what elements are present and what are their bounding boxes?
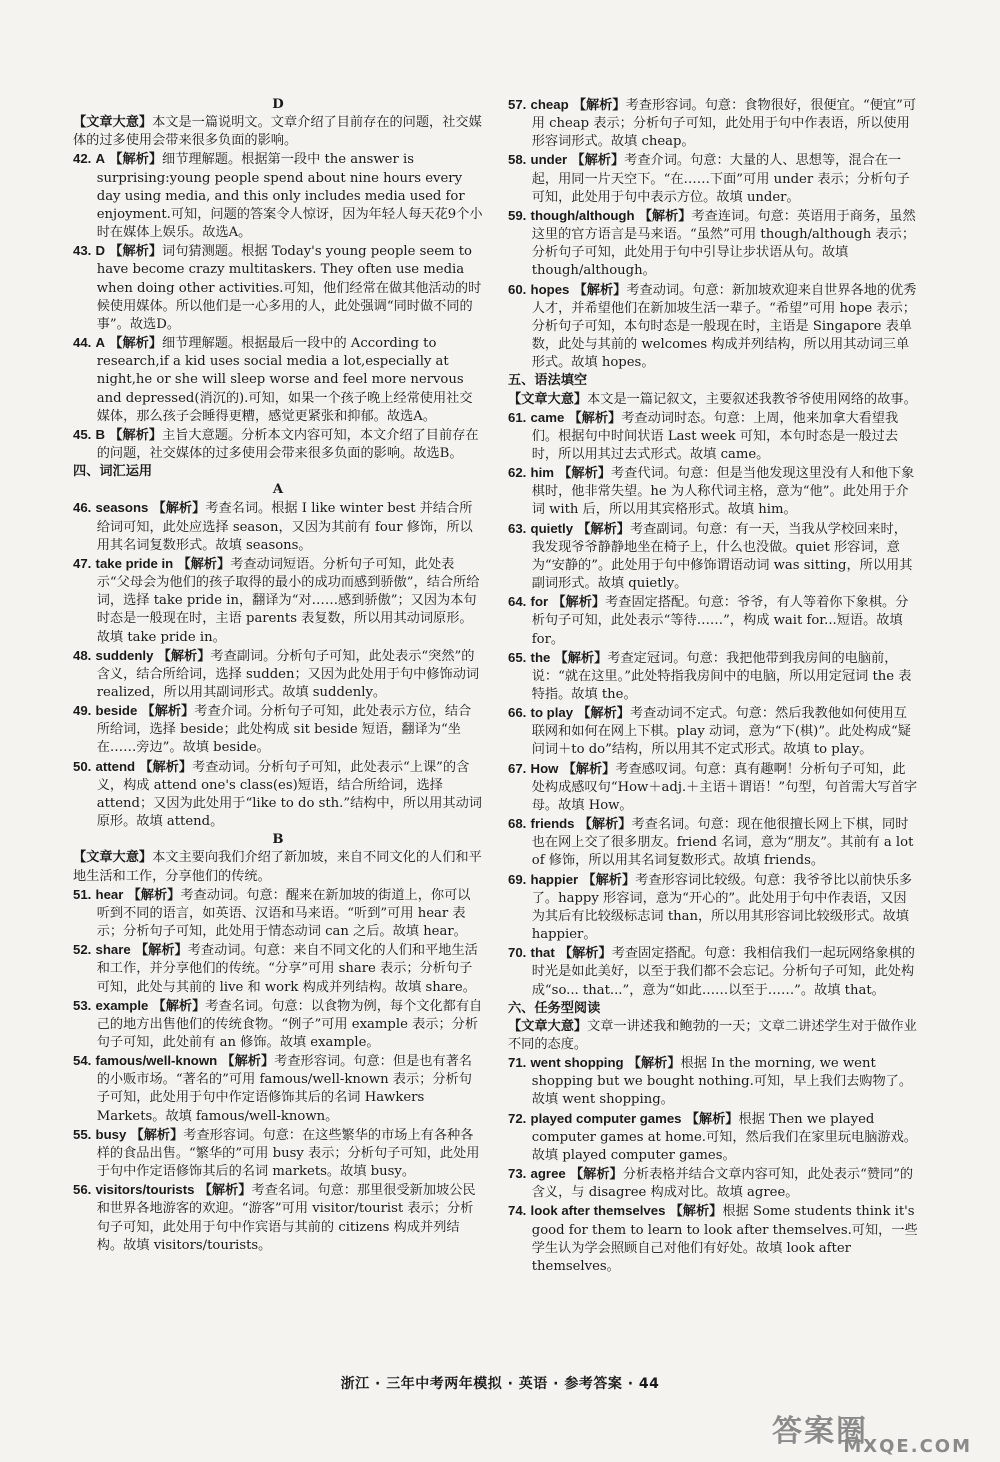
answer-lead bbox=[73, 428, 105, 443]
answer-entry bbox=[73, 242, 483, 334]
answer-lead bbox=[508, 1056, 624, 1071]
question-number: 58. bbox=[508, 152, 527, 168]
analysis-tag: 【解析】 bbox=[109, 152, 163, 168]
analysis-tag: 【解析】 bbox=[109, 336, 163, 352]
answer-value: look after themselves bbox=[530, 1203, 666, 1219]
answer-lead bbox=[508, 1167, 566, 1182]
analysis-text: 考查形容词。句意：但是也有著名的小贩市场。“著名的”可用 famous/well-known 表示；分析句子可知，此处用于句中作定语修饰其后的名词 Hawkers Markets。故填 famous/well-known。 bbox=[96, 1054, 472, 1124]
answers-51-56 bbox=[73, 886, 483, 1255]
analysis-tag: 【解析】 bbox=[573, 282, 627, 298]
analysis-text: 考查形容词比较级。句意：我爷爷比以前快乐多了。happy 形容词，意为“开心的”。此处用于句中作表语，又因为其后有比较级标志词 than，所以用其形容词比较级形式。故填 happier。 bbox=[531, 872, 913, 943]
answer-lead bbox=[73, 336, 105, 351]
question-number: 51. bbox=[73, 886, 92, 902]
analysis-tag: 【解析】 bbox=[685, 1111, 739, 1127]
answer-value: take pride in bbox=[95, 555, 174, 571]
analysis-text: 主旨大意题。分析本文内容可知，本文介绍了目前存在的问题，社交媒体的过多使用会带来很多负面的影响。故选B。 bbox=[96, 427, 479, 461]
answer-value: the bbox=[530, 649, 551, 665]
analysis-text: 考查定冠词。句意：我把他带到我房间的电脑前，说：“就在这里。”此处特指我房间中的电脑，所以用定冠词 the 表特指。故填 the。 bbox=[531, 650, 912, 702]
analysis-tag: 【解析】 bbox=[109, 427, 163, 443]
article-summary-5: 【文章大意】本文是一篇记叙文，主要叙述我教爷爷使用网络的故事。 bbox=[508, 391, 917, 407]
answer-lead bbox=[73, 501, 148, 516]
answer-lead bbox=[508, 706, 573, 721]
answer-lead bbox=[73, 888, 123, 903]
question-number: 43. bbox=[73, 243, 92, 259]
analysis-tag: 【解析】 bbox=[141, 704, 195, 720]
analysis-text: 考查动词短语。分析句子可知，此处表示“父母会为他们的孩子取得的最小的成功而感到骄傲”，结合所给词，选择 take pride in，翻译为“对……感到骄傲”；又因为本句时态是一般现在时，主语 parents 表复数，所以用其动词原形。故填 take pride in。 bbox=[96, 556, 480, 645]
answer-entry bbox=[508, 1202, 918, 1276]
analysis-tag: 【解析】 bbox=[177, 556, 231, 572]
answer-lead bbox=[508, 651, 550, 666]
question-number: 55. bbox=[73, 1126, 92, 1142]
analysis-tag: 【解析】 bbox=[152, 998, 206, 1014]
answer-value: A bbox=[95, 335, 106, 351]
article-summary-b: 【文章大意】本文主要向我们介绍了新加坡，来自不同文化的人们和平地生活和工作，分享他们的传统。 bbox=[73, 850, 482, 884]
answers-42-45 bbox=[73, 150, 483, 463]
answer-lead bbox=[508, 283, 569, 298]
answer-value: happier bbox=[530, 871, 579, 887]
section-d-title: D bbox=[272, 97, 284, 112]
answer-entry bbox=[73, 647, 483, 702]
answer-lead bbox=[73, 557, 173, 572]
analysis-text: 考查名词。根据 I like winter best 并结合所给词可知，此处应选择 season，又因为其前有 four 修饰，所以用其名词复数形式。故填 seasons。 bbox=[96, 501, 473, 553]
analysis-text: 考查动词不定式。句意：然后我教他如何使用互联网和如何在网上下棋。play 动词，意为“下(棋)”。此处构成“疑问词＋to do”结构，所以用其不定式形式。故填 to play。 bbox=[531, 706, 911, 758]
question-number: 65. bbox=[508, 649, 527, 665]
question-number: 52. bbox=[73, 942, 92, 958]
answer-lead bbox=[73, 704, 137, 719]
answer-value: played computer games bbox=[530, 1110, 682, 1126]
question-number: 66. bbox=[508, 705, 527, 721]
answer-entry bbox=[73, 499, 483, 554]
question-number: 67. bbox=[508, 760, 527, 776]
analysis-text: 考查固定搭配。句意：我相信我们一起玩网络象棋的时光是如此美好，以至于我们都不会忘记。分析句子可知，此处构成“so... that...”，意为“如此……以至于……”。故填 that。 bbox=[531, 946, 915, 998]
site-watermark bbox=[772, 1406, 972, 1458]
answer-entry bbox=[508, 464, 918, 519]
analysis-text: 词句猜测题。根据 Today's young people seem to have become crazy multitaskers. They often use media when doing other activities.可知，他们经常在做其他活动的时候使用媒体。所以他们是一心多用的人，此处强调“同时做不同的事”。故选D。 bbox=[96, 244, 482, 332]
analysis-tag: 【解析】 bbox=[582, 872, 636, 888]
analysis-tag: 【解析】 bbox=[554, 650, 608, 666]
answer-value: friends bbox=[530, 816, 575, 832]
answer-value: hopes bbox=[530, 281, 570, 297]
answer-entry bbox=[508, 520, 918, 594]
answer-lead bbox=[508, 762, 558, 777]
answer-value: busy bbox=[95, 1126, 127, 1142]
analysis-text: 考查动词。句意：来自不同文化的人们和平地生活和工作，并分享他们的传统。“分享”可用 share 表示；分析句子可知，此处与其前的 live 和 work 构成并列结构。故填 share。 bbox=[96, 943, 478, 995]
question-number: 50. bbox=[73, 758, 92, 774]
analysis-tag: 【解析】 bbox=[139, 759, 193, 775]
analysis-text: 考查固定搭配。句意：爷爷，有人等着你下象棋。分析句子可知，此处表示“等待……”，构成 wait for...短语。故填 for。 bbox=[531, 595, 909, 647]
question-number: 54. bbox=[73, 1053, 92, 1069]
answer-value: seasons bbox=[95, 500, 149, 516]
answer-entry bbox=[508, 151, 918, 206]
analysis-text: 考查动词。句意：新加坡欢迎来自世界各地的优秀人才，并希望他们在新加坡生活一辈子。“希望”可用 hope 表示；分析句子可知，本句时态是一般现在时，主语是 Singapore 表单数，此处与其前的 welcomes 构成并列结构，所以用其动词三单形式。故填 hopes。 bbox=[531, 282, 917, 371]
answer-value: How bbox=[530, 760, 559, 776]
question-number: 60. bbox=[508, 281, 527, 297]
answer-entry bbox=[73, 941, 483, 996]
answer-lead bbox=[508, 946, 555, 961]
answer-value: example bbox=[95, 997, 149, 1013]
analysis-tag: 【解析】 bbox=[109, 244, 163, 260]
question-number: 57. bbox=[508, 97, 527, 112]
analysis-text: 考查动词。句意：醒来在新加坡的街道上，你可以听到不同的语言，如英语、汉语和马来语。“听到”可用 hear 表示；分析句子可知，此处用于情态动词 can 之后。故填 hear。 bbox=[96, 887, 471, 940]
analysis-text: 根据 In the morning, we went shopping but we bought nothing.可知，早上我们去购物了。故填 went shopping。 bbox=[531, 1056, 913, 1108]
question-number: 59. bbox=[508, 207, 527, 223]
answer-entry bbox=[73, 997, 483, 1052]
analysis-text: 考查副词。分析句子可知，此处表示“突然”的含义，结合所给词，选择 sudden；又因为此处用于句中修饰动词 realized，所以用其副词形式。故填 suddenly。 bbox=[96, 648, 480, 700]
answer-value: hear bbox=[95, 886, 124, 902]
answer-entry bbox=[73, 702, 483, 757]
answer-value: that bbox=[530, 945, 555, 961]
analysis-text: 考查代词。句意：但是当他发现这里没有人和他下象棋时，他非常失望。he 为人称代词主格，意为“他”。此处用于介词 with 后，所以用其宾格形式。故填 him。 bbox=[531, 466, 915, 518]
answer-value: went shopping bbox=[530, 1055, 624, 1071]
answer-entry bbox=[508, 96, 918, 151]
answers-61-70 bbox=[508, 409, 918, 1000]
page-footer: 浙江 · 三年中考两年模拟 · 英语 · 参考答案 · 44 bbox=[340, 1376, 660, 1392]
analysis-text: 考查副词。句意：有一天，当我从学校回来时，我发现爷爷静静地坐在椅子上，什么也没做。quiet 形容词，意为“安静的”。此处用于句中修饰谓语动词 was sitting，所以用其副词形式。故填 quietly。 bbox=[531, 521, 913, 592]
analysis-text: 考查形容词。句意：在这些繁华的市场上有各种各样的食品出售。“繁华的”可用 busy 表示；分析句子可知，此处用于句中作定语修饰其后的名词 markets。故填 busy。 bbox=[96, 1127, 480, 1180]
answer-value: came bbox=[530, 409, 565, 425]
answer-entry bbox=[508, 704, 918, 759]
analysis-text: 根据 Then we played computer games at home.可知，然后我们在家里玩电脑游戏。故填 played computer games。 bbox=[531, 1111, 917, 1163]
analysis-tag: 【解析】 bbox=[638, 208, 692, 224]
right-column bbox=[508, 96, 918, 1276]
analysis-tag: 【解析】 bbox=[157, 648, 211, 664]
question-number: 63. bbox=[508, 520, 527, 536]
question-number: 53. bbox=[73, 997, 92, 1013]
analysis-text: 根据 Some students think it's good for them to learn to look after themselves.可知，一些学生认为学会照顾自己对他们有好处。故填 look after themselves。 bbox=[531, 1204, 918, 1274]
answer-entry bbox=[73, 334, 483, 426]
answer-lead bbox=[508, 873, 578, 888]
question-number: 61. bbox=[508, 409, 527, 425]
question-number: 64. bbox=[508, 594, 527, 610]
analysis-tag: 【解析】 bbox=[577, 521, 630, 537]
summary-tag: 【文章大意】 bbox=[73, 115, 153, 131]
answer-value: famous/well-known bbox=[95, 1053, 218, 1069]
analysis-text: 考查介词。分析句子可知，此处表示方位，结合所给词，选择 beside；此处构成 sit beside 短语，翻译为“坐在……旁边”。故填 beside。 bbox=[96, 704, 472, 756]
analysis-text: 考查感叹词。句意：真有趣啊！分析句子可知，此处构成感叹句“How＋adj.＋主语＋谓语！”句型，句首需大写首字母。故填 How。 bbox=[531, 761, 918, 813]
answer-lead bbox=[73, 1183, 194, 1198]
answer-lead bbox=[73, 943, 131, 958]
analysis-tag: 【解析】 bbox=[571, 153, 625, 169]
analysis-tag: 【解析】 bbox=[134, 943, 188, 959]
answer-entry bbox=[73, 758, 483, 832]
answer-value: attend bbox=[95, 758, 136, 774]
question-number: 73. bbox=[508, 1166, 527, 1182]
answer-value: suddenly bbox=[95, 647, 154, 663]
answer-value: though/although bbox=[530, 207, 635, 223]
question-number: 68. bbox=[508, 816, 527, 832]
answer-value: visitors/tourists bbox=[95, 1182, 195, 1198]
answer-value: under bbox=[530, 152, 568, 168]
answer-lead bbox=[508, 1204, 665, 1219]
question-number: 69. bbox=[508, 871, 527, 887]
question-number: 44. bbox=[73, 335, 92, 351]
analysis-text: 考查形容词。句意：食物很好，很便宜。“便宜”可用 cheap 表示；分析句子可知，此处用于句中作表语，所以使用形容词形式。故填 cheap。 bbox=[531, 98, 917, 150]
answer-lead bbox=[73, 999, 148, 1014]
analysis-text: 考查动词。分析句子可知，此处表示“上课”的含义，构成 attend one's class(es)短语，结合所给词，选择 attend；又因为此处用于“like to do sth.”结构中，所以用其动词原形。故填 attend。 bbox=[96, 759, 482, 830]
section-4a-title: A bbox=[272, 482, 284, 498]
answer-lead bbox=[508, 1112, 682, 1127]
analysis-tag: 【解析】 bbox=[562, 761, 616, 777]
answer-entry bbox=[508, 815, 918, 870]
question-number: 62. bbox=[508, 465, 527, 481]
analysis-tag: 【解析】 bbox=[558, 946, 612, 962]
answer-entry bbox=[73, 1052, 483, 1126]
answer-lead bbox=[508, 595, 548, 610]
answer-value: cheap bbox=[530, 97, 569, 112]
question-number: 48. bbox=[73, 647, 92, 663]
answer-lead bbox=[73, 244, 105, 259]
question-number: 47. bbox=[73, 555, 92, 571]
left-column bbox=[73, 96, 483, 1255]
analysis-tag: 【解析】 bbox=[221, 1054, 275, 1070]
answer-entry bbox=[73, 555, 483, 647]
article-summary-d: 【文章大意】本文是一篇说明文。文章介绍了目前存在的问题，社交媒体的过多使用会带来很多负面的影响。 bbox=[73, 115, 482, 149]
article-summary-6: 【文章大意】文章一讲述我和鲍勃的一天；文章二讲述学生对于做作业不同的态度。 bbox=[508, 1018, 917, 1052]
analysis-text: 考查名词。句意：那里很受新加坡公民和世界各地游客的欢迎。“游客”可用 visitor/tourist 表示；分析句子可知，此处用于句中作宾语与其前的 citizens 构成并列结构。故填 visitors/tourists。 bbox=[96, 1183, 476, 1253]
analysis-text: 细节理解题。根据第一段中 the answer is surprising:young people spend about nine hours every day using media, and this only includes media used for enjoyment.可知，问题的答案令人惊讶，因为年轻人每天花9个小时在媒体上娱乐。故选A。 bbox=[96, 152, 483, 241]
analysis-tag: 【解析】 bbox=[572, 98, 626, 113]
question-number: 42. bbox=[73, 151, 92, 167]
answer-value: for bbox=[530, 594, 549, 610]
answer-lead bbox=[73, 1054, 217, 1069]
answer-entry bbox=[508, 944, 918, 999]
answer-entry bbox=[508, 1110, 918, 1165]
answer-entry bbox=[73, 1181, 483, 1255]
answers-57-60 bbox=[508, 96, 918, 372]
analysis-tag: 【解析】 bbox=[558, 466, 611, 482]
question-number: 70. bbox=[508, 945, 527, 961]
analysis-text: 考查动词时态。句意：上周，他来加拿大看望我们。根据句中时间状语 Last week 可知，本句时态是一般过去时，所以用其过去式形式。故填 came。 bbox=[531, 410, 899, 462]
answer-value: D bbox=[95, 243, 106, 259]
answer-entry bbox=[508, 409, 918, 464]
question-number: 46. bbox=[73, 500, 92, 516]
answer-lead bbox=[73, 649, 153, 664]
section-5-heading: 五、语法填空 bbox=[508, 373, 588, 389]
answer-entry bbox=[73, 886, 483, 941]
analysis-tag: 【解析】 bbox=[568, 410, 622, 426]
analysis-tag: 【解析】 bbox=[569, 1167, 623, 1183]
watermark-url: MXQE.COM bbox=[843, 1436, 972, 1457]
analysis-text: 分析表格并结合文章内容可知，此处表示“赞同”的含义，与 disagree 构成对比。故填 agree。 bbox=[531, 1167, 914, 1201]
answer-value: to play bbox=[530, 705, 574, 721]
question-number: 49. bbox=[73, 703, 92, 719]
section-4b-title: B bbox=[272, 832, 284, 848]
answer-entry bbox=[508, 207, 918, 281]
analysis-text: 细节理解题。根据最后一段中的 According to research,if a kid uses social media a lot,especially at night,he or she will sleep worse and feel more nervous and depressed(消沉的).可知，如果一个孩子晚上经常使用社交媒体，那么孩子会睡得更糟，感觉更紧张和抑郁。故选A。 bbox=[96, 336, 473, 424]
answer-entry bbox=[73, 426, 483, 463]
analysis-tag: 【解析】 bbox=[577, 706, 630, 722]
answer-lead bbox=[73, 152, 105, 167]
question-number: 45. bbox=[73, 426, 92, 442]
answer-value: B bbox=[95, 426, 106, 442]
answer-entry bbox=[508, 1165, 918, 1202]
analysis-text: 考查连词。句意：英语用于商务，虽然这里的官方语言是马来语。“虽然”可用 though/although 表示；分析句子可知，此处用于句中引导让步状语从句。故填 though/although。 bbox=[531, 208, 916, 279]
analysis-tag: 【解析】 bbox=[627, 1056, 681, 1072]
answer-entry bbox=[508, 871, 918, 945]
question-number: 72. bbox=[508, 1110, 527, 1126]
analysis-tag: 【解析】 bbox=[152, 501, 206, 517]
answer-value: beside bbox=[95, 703, 138, 719]
answer-lead bbox=[508, 98, 569, 113]
answer-entry bbox=[73, 1126, 483, 1181]
answer-entry bbox=[508, 649, 918, 704]
question-number: 74. bbox=[508, 1203, 527, 1219]
analysis-tag: 【解析】 bbox=[552, 595, 606, 611]
answer-lead bbox=[73, 1128, 126, 1143]
analysis-tag: 【解析】 bbox=[578, 817, 632, 833]
watermark-logo: 答案圈 bbox=[772, 1414, 868, 1449]
analysis-tag: 【解析】 bbox=[127, 887, 181, 903]
analysis-tag: 【解析】 bbox=[130, 1127, 184, 1143]
analysis-text: 考查名词。句意：以食物为例，每个文化都有自己的地方出售他们的传统食物。“例子”可用 example 表示；分析句子可知，此处前有 an 修饰。故填 example。 bbox=[96, 998, 483, 1050]
answer-value: agree bbox=[530, 1166, 566, 1182]
answer-lead bbox=[73, 760, 135, 775]
answer-lead bbox=[508, 411, 564, 426]
section-4-heading: 四、词汇运用 bbox=[73, 464, 153, 480]
question-number: 71. bbox=[508, 1055, 527, 1071]
analysis-text: 考查介词。句意：大量的人、思想等，混合在一起，用同一片天空下。“在……下面”可用 under 表示；分析句子可知，此处用于句中表示方位。故填 under。 bbox=[531, 153, 910, 205]
answer-entry bbox=[73, 150, 483, 242]
answer-entry bbox=[508, 281, 918, 373]
answers-71-74 bbox=[508, 1054, 918, 1276]
answer-lead bbox=[508, 466, 554, 481]
answers-46-50 bbox=[73, 499, 483, 831]
answer-value: A bbox=[95, 151, 106, 167]
answer-entry bbox=[508, 1054, 918, 1109]
analysis-tag: 【解析】 bbox=[669, 1204, 723, 1220]
answer-lead bbox=[508, 153, 567, 168]
answer-lead bbox=[508, 209, 635, 224]
answer-entry bbox=[508, 760, 918, 815]
answer-lead bbox=[508, 817, 575, 832]
analysis-tag: 【解析】 bbox=[198, 1183, 252, 1199]
answer-lead bbox=[508, 522, 573, 537]
analysis-text: 考查名词。句意：现在他很擅长网上下棋，同时也在网上交了很多朋友。friend 名词，意为“朋友”。其前有 a lot of 修饰，所以用其名词复数形式。故填 friends。 bbox=[531, 817, 914, 869]
answer-value: quietly bbox=[530, 520, 574, 536]
section-6-heading: 六、任务型阅读 bbox=[508, 1000, 601, 1016]
answer-entry bbox=[508, 593, 918, 648]
answer-value: him bbox=[530, 465, 554, 481]
question-number: 56. bbox=[73, 1182, 92, 1198]
answer-value: share bbox=[95, 942, 131, 958]
